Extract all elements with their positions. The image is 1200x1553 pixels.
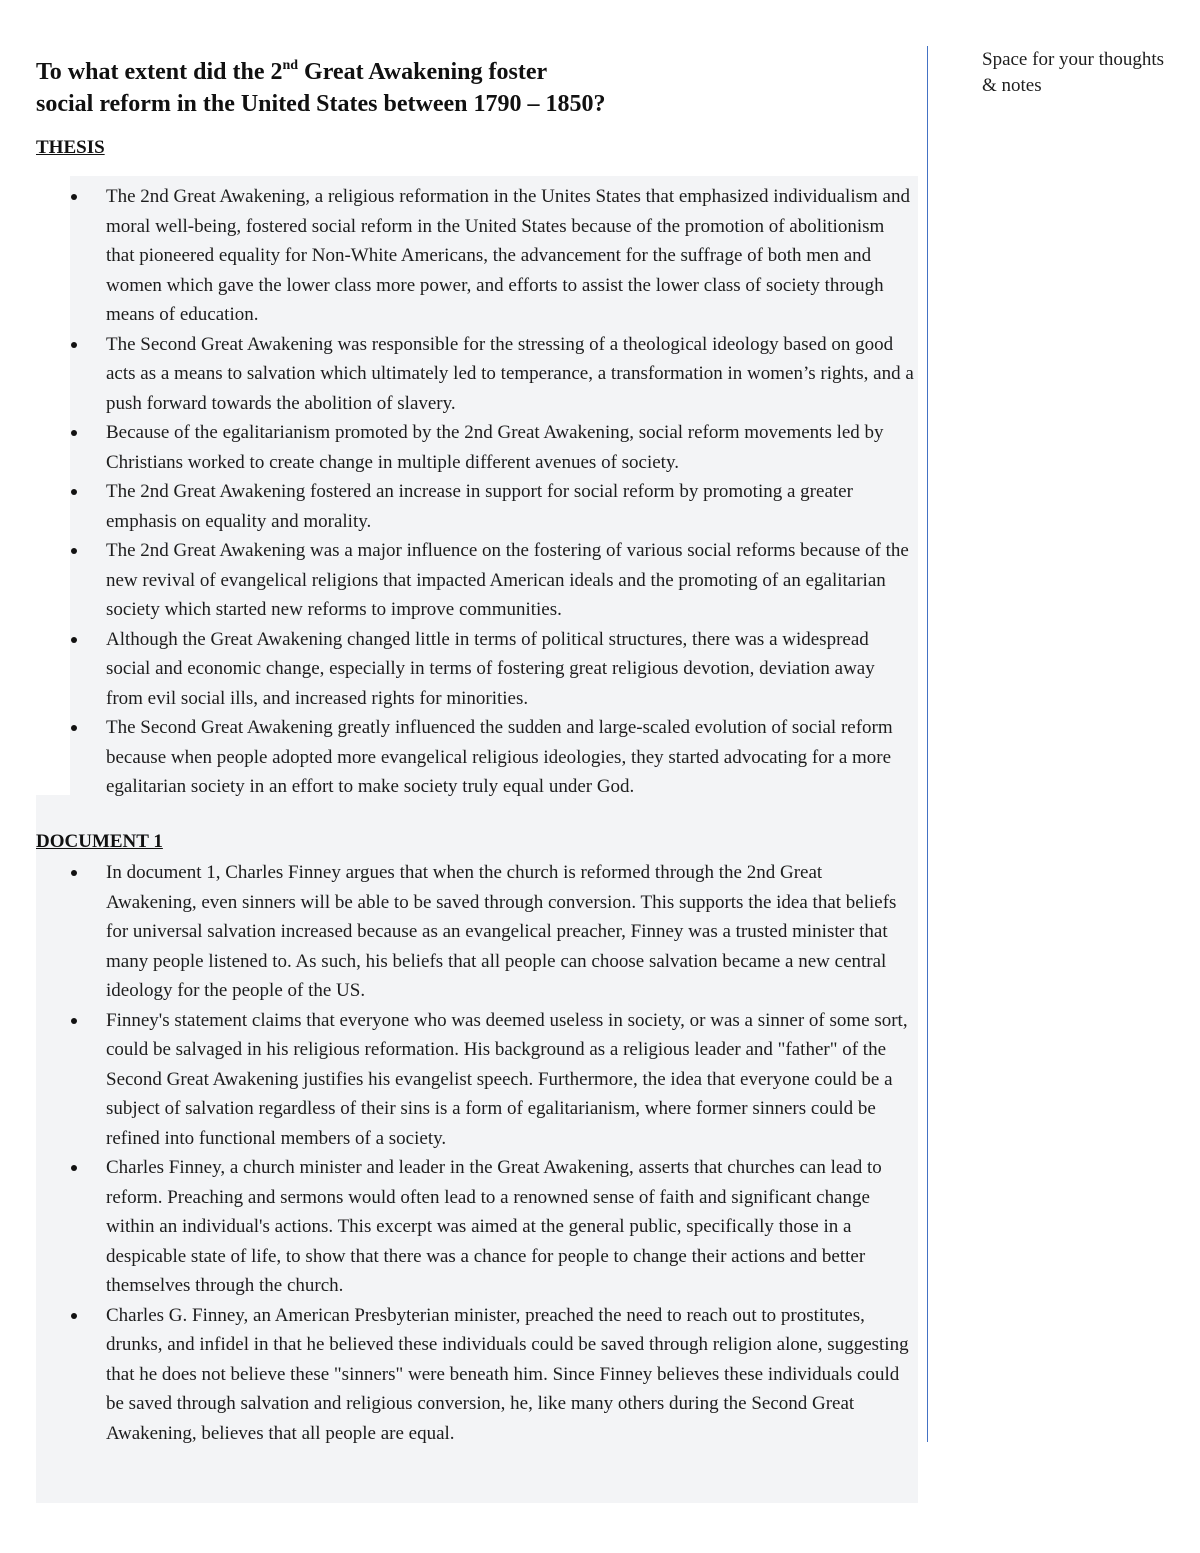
thesis-list xyxy=(36,182,914,802)
document-1-heading: DOCUMENT 1 xyxy=(36,831,163,852)
title-line-2: social reform in the United States between 1790 – 1850? xyxy=(36,91,606,117)
document-1-item-text: Charles Finney, a church minister and leader in the Great Awakening, asserts that churches can lead to reform. Preaching and sermons would often lead to a renowned sense of faith and significant change within an individual's actions. This excerpt was aimed at the general public, specifically those in a despicable state of life, to show that there was a chance for people to change their actions and better themselves through the church. xyxy=(106,1157,882,1296)
thesis-item xyxy=(36,477,914,536)
bullet-icon xyxy=(71,489,77,495)
notes-divider xyxy=(927,46,928,1442)
thesis-heading: THESIS xyxy=(36,137,105,158)
bullet-icon xyxy=(71,194,77,200)
page-title xyxy=(36,56,916,120)
bullet-icon xyxy=(71,342,77,348)
thesis-item-text: The Second Great Awakening was responsible for the stressing of a theological ideology based on good acts as a means to salvation which ultimately led to temperance, a transformation in women’s rights, and a push forward towards the abolition of slavery. xyxy=(106,333,914,414)
bullet-icon xyxy=(71,870,77,876)
thesis-item-text: The 2nd Great Awakening was a major influence on the fostering of various social reforms because of the new revival of evangelical religions that impacted American ideals and the promoting of an egalitarian society which started new reforms to improve communities. xyxy=(106,540,909,620)
thesis-item-text: Although the Great Awakening changed little in terms of political structures, there was a widespread social and economic change, especially in terms of fostering great religious devotion, deviation away from evil social ills, and increased rights for minorities. xyxy=(106,628,875,709)
thesis-item xyxy=(36,625,914,714)
document-1-item-text: In document 1, Charles Finney argues that when the church is reformed through the 2nd Great Awakening, even sinners will be able to be saved through conversion. This supports the idea that beliefs for universal salvation increased because as an evangelical preacher, Finney was a trusted minister that many people listened to. As such, his beliefs that all people can choose salvation became a new central ideology for the people of the US. xyxy=(106,862,897,1001)
title-line-1-start: To what extent did the 2 xyxy=(36,59,283,85)
thesis-item-text: The 2nd Great Awakening, a religious reformation in the Unites States that emphasized individualism and moral well-being, fostered social reform in the United States because of the promotion of abolitionism that pioneered equality for Non-White Americans, the advancement for the suffrage of both men and women which gave the lower class more power, and efforts to assist the lower class of society through means of education. xyxy=(106,186,910,325)
thesis-item xyxy=(36,182,914,330)
bullet-icon xyxy=(71,548,77,554)
document-1-item-text: Finney's statement claims that everyone who was deemed useless in society, or was a sinner of some sort, could be salvaged in his religious reformation. His background as a religious leader and "father" of the Second Great Awakening justifies his evangelist speech. Furthermore, the idea that everyone could be a subject of salvation regardless of their sins is a form of egalitarianism, where former sinners could be refined into functional members of a society. xyxy=(106,1009,908,1149)
thesis-item-text: The 2nd Great Awakening fostered an increase in support for social reform by promoting a greater emphasis on equality and morality. xyxy=(106,481,853,532)
title-line-1-end: Great Awakening foster xyxy=(298,59,548,85)
document-1-item xyxy=(36,1153,914,1301)
thesis-item-text: The Second Great Awakening greatly influenced the sudden and large-scaled evolution of social reform because when people adopted more evangelical religious ideologies, they started advocating for a more egalitarian society in an effort to make society truly equal under God. xyxy=(106,717,893,797)
document-1-item xyxy=(36,858,914,1006)
title-superscript: nd xyxy=(282,58,299,73)
thesis-item xyxy=(36,418,914,477)
bullet-icon xyxy=(71,1313,77,1319)
document-1-item-text: Charles G. Finney, an American Presbyterian minister, preached the need to reach out to prostitutes, drunks, and infidel in that he believed these individuals could be saved through religion alone, suggesting that he does not believe these "sinners" were beneath him. Since Finney believes these individuals could be saved through salvation and religious conversion, he, like many others during the Second Great Awakening, believes that all people are equal. xyxy=(106,1304,909,1444)
thesis-item-text: Because of the egalitarianism promoted by the 2nd Great Awakening, social reform movements led by Christians worked to create change in multiple different avenues of society. xyxy=(106,422,884,473)
bullet-icon xyxy=(71,637,77,643)
thesis-item xyxy=(36,536,914,625)
bullet-icon xyxy=(71,1165,77,1171)
title-line-1 xyxy=(36,56,916,88)
bullet-icon xyxy=(71,430,77,436)
thesis-item xyxy=(36,713,914,802)
notes-caption: Space for your thoughts & notes xyxy=(982,49,1165,96)
bullet-icon xyxy=(71,725,77,731)
bullet-icon xyxy=(71,1018,77,1024)
document-1-list xyxy=(36,858,914,1448)
document-1-item xyxy=(36,1006,914,1154)
thesis-item xyxy=(36,330,914,419)
document-1-item xyxy=(36,1301,914,1449)
